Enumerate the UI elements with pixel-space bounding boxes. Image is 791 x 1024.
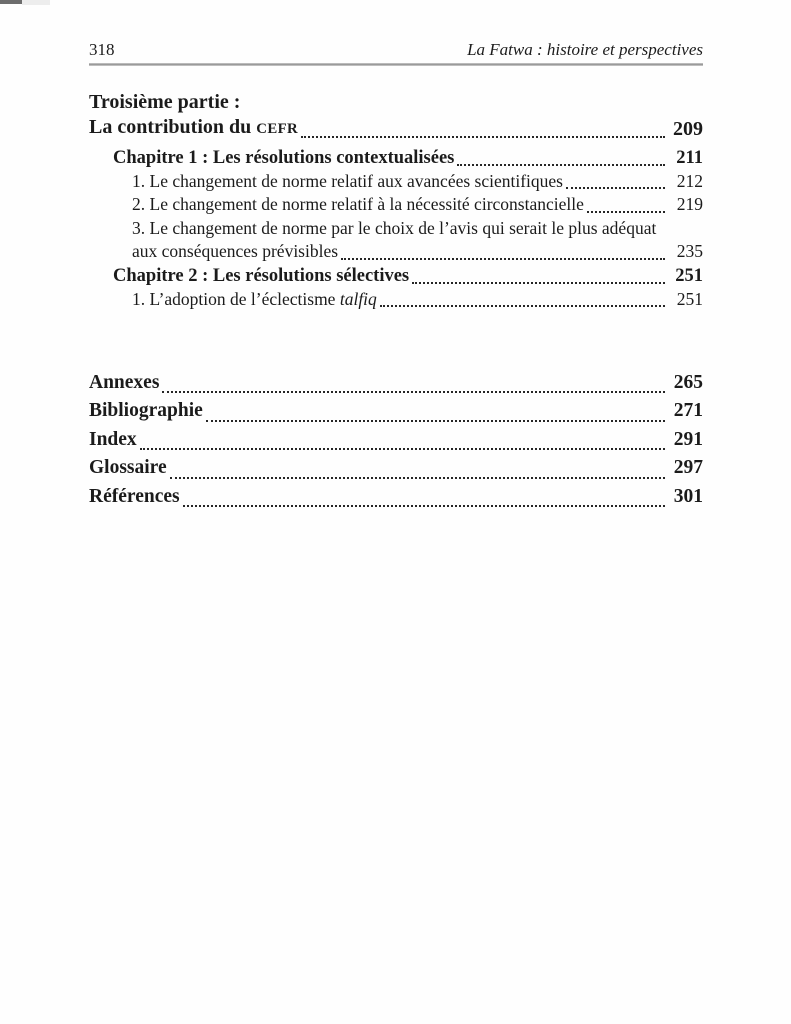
- entry-page-number: 219: [676, 194, 703, 215]
- entry-label-text: Index: [89, 428, 137, 450]
- entry-label-smallcaps: CEFR: [256, 121, 299, 137]
- entry-label-text: 3. Le changement de norme par le choix de l’avis qui serait le plus adéquat: [132, 217, 657, 238]
- entry-label-text: Troisième partie :: [89, 91, 241, 113]
- entry-label: [113, 146, 454, 170]
- toc-part-heading-line2: [89, 115, 703, 142]
- entry-page-number: 209: [673, 118, 703, 140]
- toc-glossaire: [89, 454, 703, 482]
- entry-label: [132, 170, 563, 193]
- dot-leader: [412, 282, 665, 284]
- entry-label-text: 1. L’adoption de l’éclectisme: [132, 288, 340, 309]
- dot-leader: [301, 136, 665, 138]
- entry-label: [132, 217, 656, 240]
- entry-label: [89, 369, 159, 397]
- entry-label-italic: talfiq: [339, 288, 377, 309]
- dot-leader: [457, 164, 665, 166]
- entry-label: [132, 240, 338, 263]
- entry-label: [89, 426, 137, 454]
- entry-label-text: Glossaire: [89, 457, 167, 479]
- folio-page-number: 318: [89, 40, 115, 59]
- dot-leader: [162, 391, 665, 393]
- toc-part-heading-line1: [89, 90, 703, 115]
- entry-page-number: 212: [676, 171, 703, 191]
- toc-chapter-2: [89, 264, 703, 288]
- entry-label: [89, 483, 180, 511]
- toc-list: [89, 90, 703, 311]
- entry-page-number: 291: [673, 428, 703, 450]
- scan-artifact-light: [22, 0, 50, 5]
- entry-label: [89, 397, 203, 425]
- entry-label: [132, 193, 584, 216]
- entry-label: [89, 454, 167, 482]
- toc-chapter-1: [89, 146, 703, 170]
- entry-page-number: 235: [676, 241, 703, 262]
- dot-leader: [566, 187, 665, 189]
- dot-leader: [587, 211, 665, 213]
- entry-label-text: Chapitre 2 : Les résolutions sélectives: [113, 265, 410, 286]
- toc-item-1-1: [89, 170, 703, 193]
- entry-label: [132, 288, 377, 311]
- entry-page-number: 251: [675, 265, 703, 286]
- page-content: [89, 0, 703, 511]
- entry-label: [113, 264, 409, 288]
- entry-label-text: Bibliographie: [89, 400, 203, 422]
- entry-page-number: 301: [673, 485, 703, 507]
- dot-leader: [140, 448, 665, 450]
- toc-index: [89, 426, 703, 454]
- dot-leader: [380, 305, 665, 307]
- page-header: [89, 40, 703, 60]
- entry-label-text: aux conséquences prévisibles: [132, 241, 339, 262]
- entry-label: [89, 90, 240, 115]
- entry-label-text: La contribution du: [89, 116, 257, 138]
- entry-label-text: Annexes: [89, 372, 160, 394]
- toc-references: [89, 483, 703, 511]
- entry-label-text: 1. Le changement de norme relatif aux avancées scientifiques: [132, 171, 563, 191]
- toc-item-1-2: [89, 193, 703, 216]
- dot-leader: [183, 505, 665, 507]
- dot-leader: [341, 258, 665, 260]
- toc-annexes: [89, 369, 703, 397]
- dot-leader: [206, 420, 665, 422]
- entry-page-number: 251: [676, 288, 703, 309]
- toc-item-1-3-line2: [89, 240, 703, 263]
- entry-label: [89, 115, 298, 142]
- entry-page-number: 271: [673, 400, 703, 422]
- entry-page-number: 297: [673, 457, 703, 479]
- running-title: La Fatwa : histoire et perspectives: [467, 40, 703, 59]
- toc-item-2-1: [89, 288, 703, 311]
- dot-leader: [170, 477, 665, 479]
- back-matter-list: [89, 369, 703, 511]
- entry-label-text: Références: [89, 485, 180, 507]
- scan-artifact-dark: [0, 0, 22, 4]
- toc-item-1-3-line1: [89, 217, 703, 240]
- toc-bibliographie: [89, 397, 703, 425]
- entry-label-text: 2. Le changement de norme relatif à la nécessité circonstancielle: [132, 194, 584, 215]
- header-rule: [89, 63, 703, 66]
- entry-label-text: Chapitre 1 : Les résolutions contextualisées: [113, 148, 455, 168]
- entry-page-number: 211: [676, 148, 703, 168]
- entry-page-number: 265: [673, 372, 703, 394]
